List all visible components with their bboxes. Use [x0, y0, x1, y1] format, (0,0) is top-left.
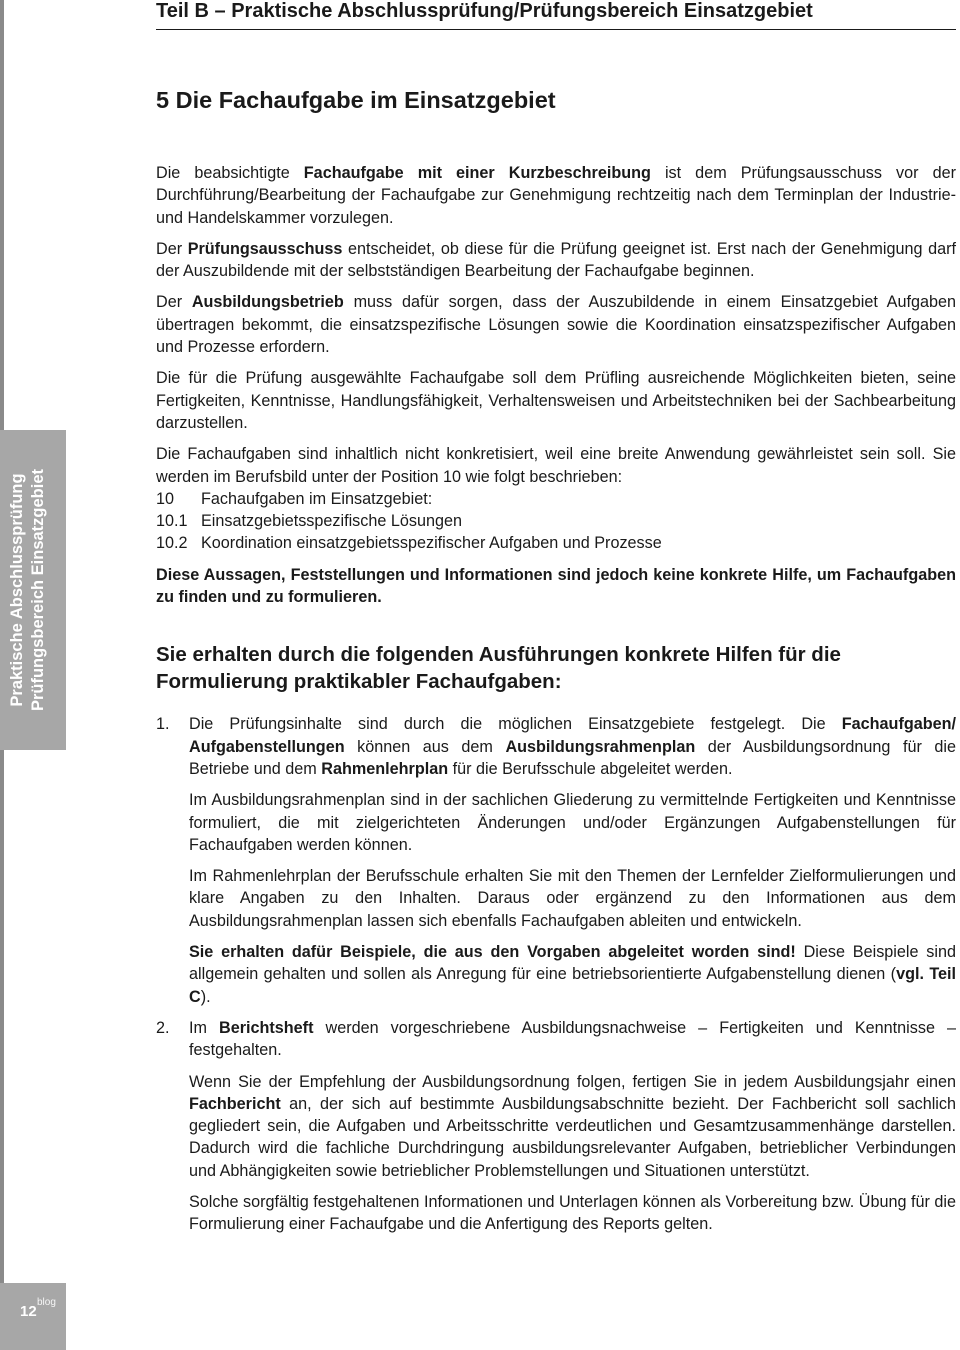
page-number: 12 [20, 1303, 37, 1320]
paragraph: Im Ausbildungsrahmenplan sind in der sachlichen Gliederung zu vermittelnde Fertigkeiten und Kenntnisse formuliert, die mit zielgerichteten Änderungen und/oder Ergänzungen Aufgabenstellungen für Fachaufgaben werden können. [189, 791, 956, 854]
running-header: Teil B – Praktische Abschlussprüfung/Prüfungsbereich Einsatzgebiet [156, 0, 813, 22]
paragraph: Solche sorgfältig festgehaltenen Informationen und Unterlagen können als Vorbereitung bzw. Übung für die Formulierung einer Fachaufgabe und die Anfertigung des Reports gelten. [189, 1192, 956, 1234]
paragraph: Die Prüfungsinhalte sind durch die möglichen Einsatzgebiete festgelegt. Die Fachaufgaben/ Aufgabenstellungen können aus dem Ausbildungsrahmenplan der Ausbildungsordnung für die Betriebe und dem Rahmenlehrplan für die Berufsschule abgeleitet werden. [189, 715, 956, 778]
position-listing [156, 488, 956, 555]
main-content [156, 162, 956, 1245]
item-body [189, 1017, 956, 1245]
paragraph: Die beabsichtigte Fachaufgabe mit einer Kurzbeschreibung ist dem Prüfungsausschuss vor der Durchführung/Bearbeitung der Fachaufgabe zur Genehmigung rechtzeitig nach dem Terminplan der Industrie- und Handelskammer vorzulegen. [156, 164, 956, 227]
paragraph: Im Berichtsheft werden vorgeschriebene Ausbildungsnachweise – Fertigkeiten und Kenntnisse – festgehalten. [189, 1018, 956, 1060]
paragraph: Wenn Sie der Empfehlung der Ausbildungsordnung folgen, fertigen Sie in jedem Ausbildungsjahr einen Fachbericht an, der sich auf bestimmte Ausbildungsabschnitte bezieht. Der Fachbericht soll sachlich gegliedert sein, die Aufgaben und Arbeitsschritte verdeutlichen und Gesamtzusammenhänge darstellen. Dadurch wird die fachliche Durchdringung ausbildungsrelevanter Aufgaben, betrieblicher Verbindungen und Abhängigkeiten sowie betrieblicher Problemstellungen und Situationen unterstützt. [189, 1072, 956, 1180]
listing-row: 10.2 Koordination einsatzgebietsspezifischer Aufgaben und Prozesse [156, 534, 662, 553]
paragraph: Der Prüfungsausschuss entscheidet, ob diese für die Prüfung geeignet ist. Erst nach der Genehmigung darf der Auszubildende mit der selbstständigen Bearbeitung der Fachaufgabe beginnen. [156, 239, 956, 281]
paragraph: Im Rahmenlehrplan der Berufsschule erhalten Sie mit den Themen der Lernfelder Zielformulierungen und klare Angaben zu den Inhalten. Daraus oder ergänzend zu den Informationen aus dem Ausbildungsrahmenplan lassen sich ebenfalls Fachaufgaben ableiten und entwickeln. [189, 867, 956, 930]
list-item-2 [156, 1017, 956, 1245]
watermark-text: blog [37, 1297, 56, 1308]
list-item-1 [156, 713, 956, 1017]
listing-row: 10 Fachaufgaben im Einsatzgebiet: [156, 489, 433, 508]
paragraph: Der Ausbildungsbetrieb muss dafür sorgen, dass der Auszubildende in einem Einsatzgebiet Aufgaben übertragen bekommt, die einsatzspezifische Lösungen sowie die Koordination einsatzspezifischer Aufgaben und Prozesse erfordern. [156, 293, 956, 357]
item-number: 1. [156, 715, 170, 734]
page-number-box [0, 1283, 66, 1350]
section-title: 5 Die Fachaufgabe im Einsatzgebiet [156, 87, 556, 113]
header-rule [156, 29, 956, 30]
paragraph: Die Fachaufgaben sind inhaltlich nicht konkretisiert, weil eine breite Anwendung gewährleistet sein soll. Sie werden im Berufsbild unter der Position 10 wie folgt beschrieben: [156, 445, 956, 486]
side-tab-line2: Prüfungsbereich Einsatzgebiet [29, 468, 47, 712]
side-thumb-tab [0, 430, 66, 750]
subheading: Sie erhalten durch die folgenden Ausführungen konkrete Hilfen für die Formulierung praktikabler Fachaufgaben: [156, 643, 841, 694]
paragraph: Die für die Prüfung ausgewählte Fachaufgabe soll dem Prüfling ausreichende Möglichkeiten bieten, seine Fertigkeiten, Kenntnisse, Handlungsfähigkeit, Verhaltensweisen und Arbeitstechniken bei der Sachbearbeitung darzustellen. [156, 369, 956, 432]
bold-paragraph: Diese Aussagen, Feststellungen und Informationen sind jedoch keine konkrete Hilfe, um Fachaufgaben zu finden und zu formulieren. [156, 565, 956, 607]
item-body [189, 713, 956, 1017]
paragraph: Sie erhalten dafür Beispiele, die aus den Vorgaben abgeleitet worden sind! Diese Beispiele sind allgemein gehalten und sollen als Anregung für eine betriebsorientierte Aufgabenstellung dienen (vgl. Teil C). [189, 943, 957, 1006]
item-number: 2. [156, 1018, 170, 1037]
listing-row: 10.1 Einsatzgebietsspezifische Lösungen [156, 512, 462, 531]
side-tab-line1: Praktische Abschlussprüfung [8, 473, 26, 707]
side-tab-text [7, 440, 59, 740]
